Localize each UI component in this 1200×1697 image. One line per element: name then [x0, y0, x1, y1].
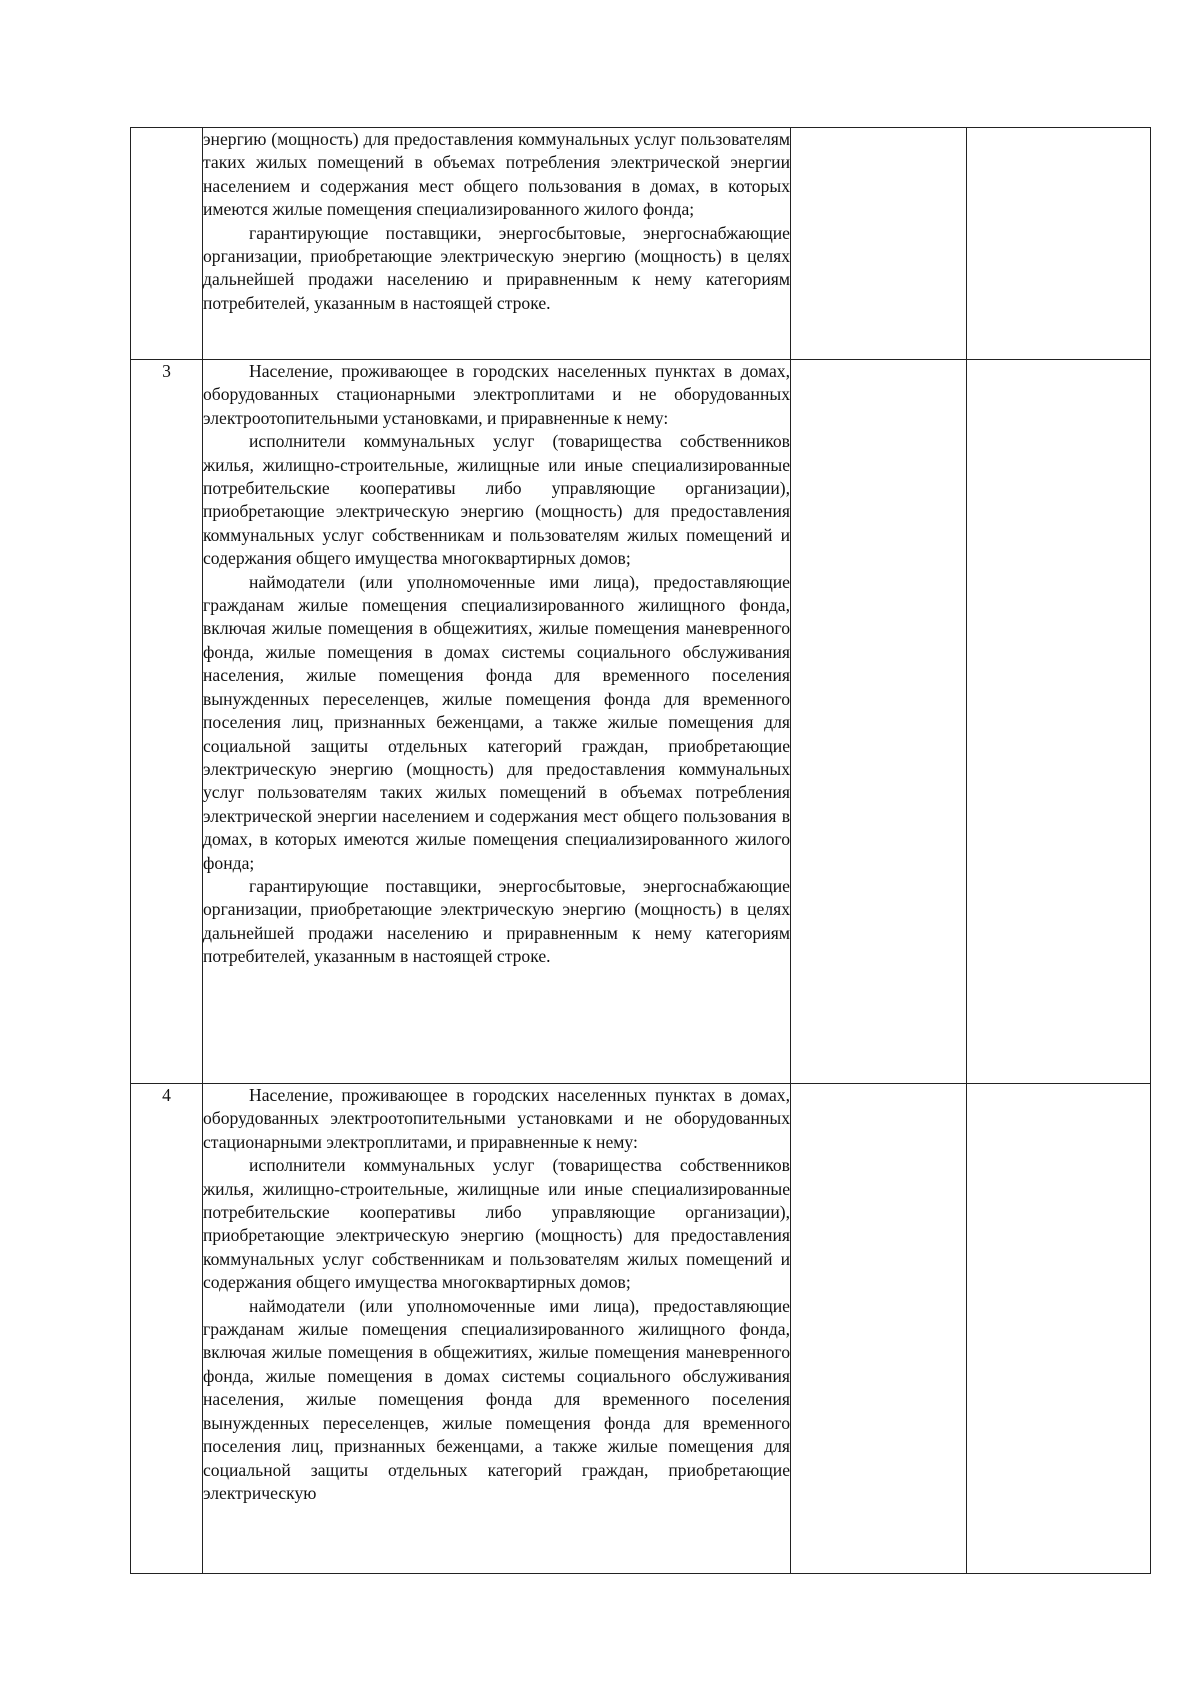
table-row [131, 360, 1151, 1084]
paragraph: исполнители коммунальных услуг (товарищества собственников жилья, жилищно-строительные, жилищные или иные специализированные потребительские кооперативы либо управляющие организации), приобретающие электрическую энергию (мощность) для предоставления коммунальных услуг собственникам и пользователям жилых помещений и содержания общего имущества многоквартирных домов; [203, 1155, 790, 1293]
row-description-cell [203, 360, 791, 1084]
row-description-cell [203, 1084, 791, 1574]
row-number-cell: 3 [131, 360, 203, 1084]
row-number-cell: 4 [131, 1084, 203, 1574]
paragraph: гарантирующие поставщики, энергосбытовые, энергоснабжающие организации, приобретающие электрическую энергию (мощность) в целях дальнейшей продажи населению и приравненным к нему категориям потребителей, указанным в настоящей строке. [203, 875, 790, 967]
paragraph: исполнители коммунальных услуг (товарищества собственников жилья, жилищно-строительные, жилищные или иные специализированные потребительские кооперативы либо управляющие организации), приобретающие электрическую энергию (мощность) для предоставления коммунальных услуг собственникам и пользователям жилых помещений и содержания общего имущества многоквартирных домов; [203, 431, 790, 569]
empty-cell [967, 128, 1151, 360]
empty-cell [967, 1084, 1151, 1574]
paragraph: наймодатели (или уполномоченные ими лица), предоставляющие гражданам жилые помещения специализированного жилищного фонда, включая жилые помещения в общежитиях, жилые помещения маневренного фонда, жилые помещения в домах системы социального обслуживания населения, жилые помещения фонда для временного поселения вынужденных переселенцев, жилые помещения фонда для временного поселения лиц, признанных беженцами, а также жилые помещения для социальной защиты отдельных категорий граждан, приобретающие электрическую энергию (мощность) для предоставления коммунальных услуг пользователям таких жилых помещений в объемах потребления электрической энергии населением и содержания мест общего пользования в домах, в которых имеются жилые помещения специализированного жилого фонда; [203, 571, 790, 873]
empty-cell [791, 1084, 967, 1574]
paragraph: наймодатели (или уполномоченные ими лица), предоставляющие гражданам жилые помещения специализированного жилищного фонда, включая жилые помещения в общежитиях, жилые помещения маневренного фонда, жилые помещения в домах системы социального обслуживания населения, жилые помещения фонда для временного поселения вынужденных переселенцев, жилые помещения фонда для временного поселения лиц, признанных беженцами, а также жилые помещения для социальной защиты отдельных категорий граждан, приобретающие электрическую [203, 1295, 790, 1503]
empty-cell [791, 360, 967, 1084]
table-row [131, 1084, 1151, 1574]
table-row [131, 128, 1151, 360]
empty-cell [791, 128, 967, 360]
empty-cell [967, 360, 1151, 1084]
tariff-table [130, 127, 1151, 1574]
paragraph: Население, проживающее в городских населенных пунктах в домах, оборудованных электроотопительными установками и не оборудованных стационарными электроплитами, и приравненные к нему: [203, 1085, 790, 1152]
paragraph: гарантирующие поставщики, энергосбытовые, энергоснабжающие организации, приобретающие электрическую энергию (мощность) в целях дальнейшей продажи населению и приравненным к нему категориям потребителей, указанным в настоящей строке. [203, 222, 790, 313]
row-description-cell [203, 128, 791, 360]
paragraph: энергию (мощность) для предоставления коммунальных услуг пользователям таких жилых помещений в объемах потребления электрической энергии населением и содержания мест общего пользования в домах, в которых имеются жилые помещения специализированного жилого фонда; [203, 129, 790, 220]
row-number-cell [131, 128, 203, 360]
paragraph: Население, проживающее в городских населенных пунктах в домах, оборудованных стационарными электроплитами и не оборудованных электроотопительными установками, и приравненные к нему: [203, 361, 790, 428]
